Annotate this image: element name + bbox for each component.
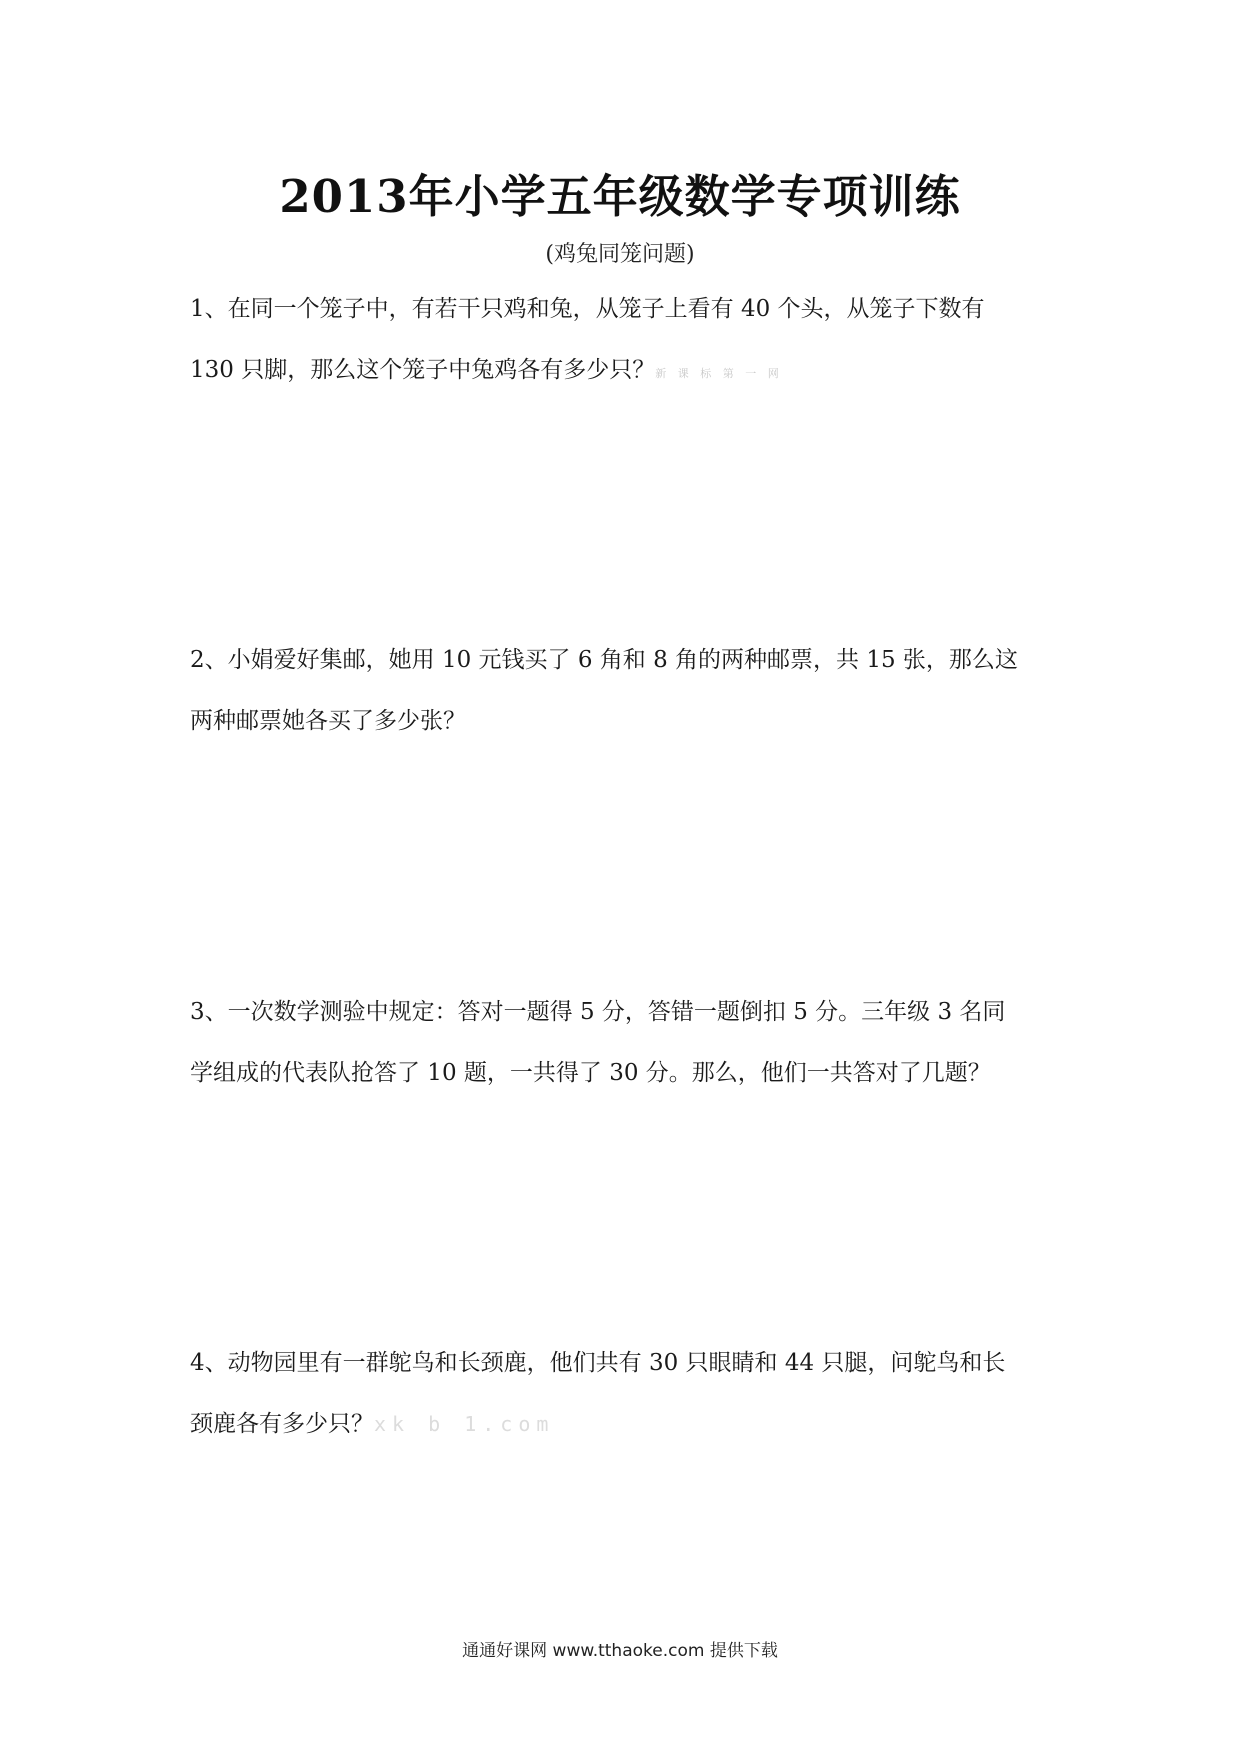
page-subtitle: (鸡兔同笼问题) <box>545 242 695 267</box>
question-2-line-2: 两种邮票她各买了多少张？ <box>190 708 466 734</box>
question-3-line-2: 学组成的代表队抢答了 10 题，一共得了 30 分。那么，他们一共答对了几题？ <box>190 1060 991 1086</box>
question-4-line-1: 4、动物园里有一群鸵鸟和长颈鹿，他们共有 30 只眼睛和 44 只腿，问鸵鸟和长 <box>190 1350 1006 1376</box>
question-4-line-2 <box>190 1394 1070 1455</box>
question-4 <box>190 1333 1070 1455</box>
question-4-line-2-text: 颈鹿各有多少只？ <box>190 1411 374 1437</box>
question-3 <box>190 982 1070 1104</box>
question-1-line-2 <box>190 340 1070 404</box>
question-3-line-1: 3、一次数学测验中规定：答对一题得 5 分，答错一题倒扣 5 分。三年级 3 名同 <box>190 999 1006 1025</box>
watermark-text: 新 课 标 第 一 网 <box>655 367 783 380</box>
watermark-url: xk b 1.com <box>374 1412 555 1436</box>
question-1 <box>190 279 1070 404</box>
question-2-line-1: 2、小娟爱好集邮，她用 10 元钱买了 6 角和 8 角的两种邮票，共 15 张，那么这 <box>190 647 1018 673</box>
page-title: 2013年小学五年级数学专项训练 <box>279 170 961 223</box>
question-1-line-2-text: 130 只脚，那么这个笼子中兔鸡各有多少只？ <box>190 357 656 383</box>
footer-source: 通通好课网 www.tthaoke.com 提供下载 <box>462 1641 778 1661</box>
question-1-line-1: 1、在同一个笼子中，有若干只鸡和兔，从笼子上看有 40 个头，从笼子下数有 <box>190 296 985 322</box>
question-2 <box>190 630 1070 752</box>
